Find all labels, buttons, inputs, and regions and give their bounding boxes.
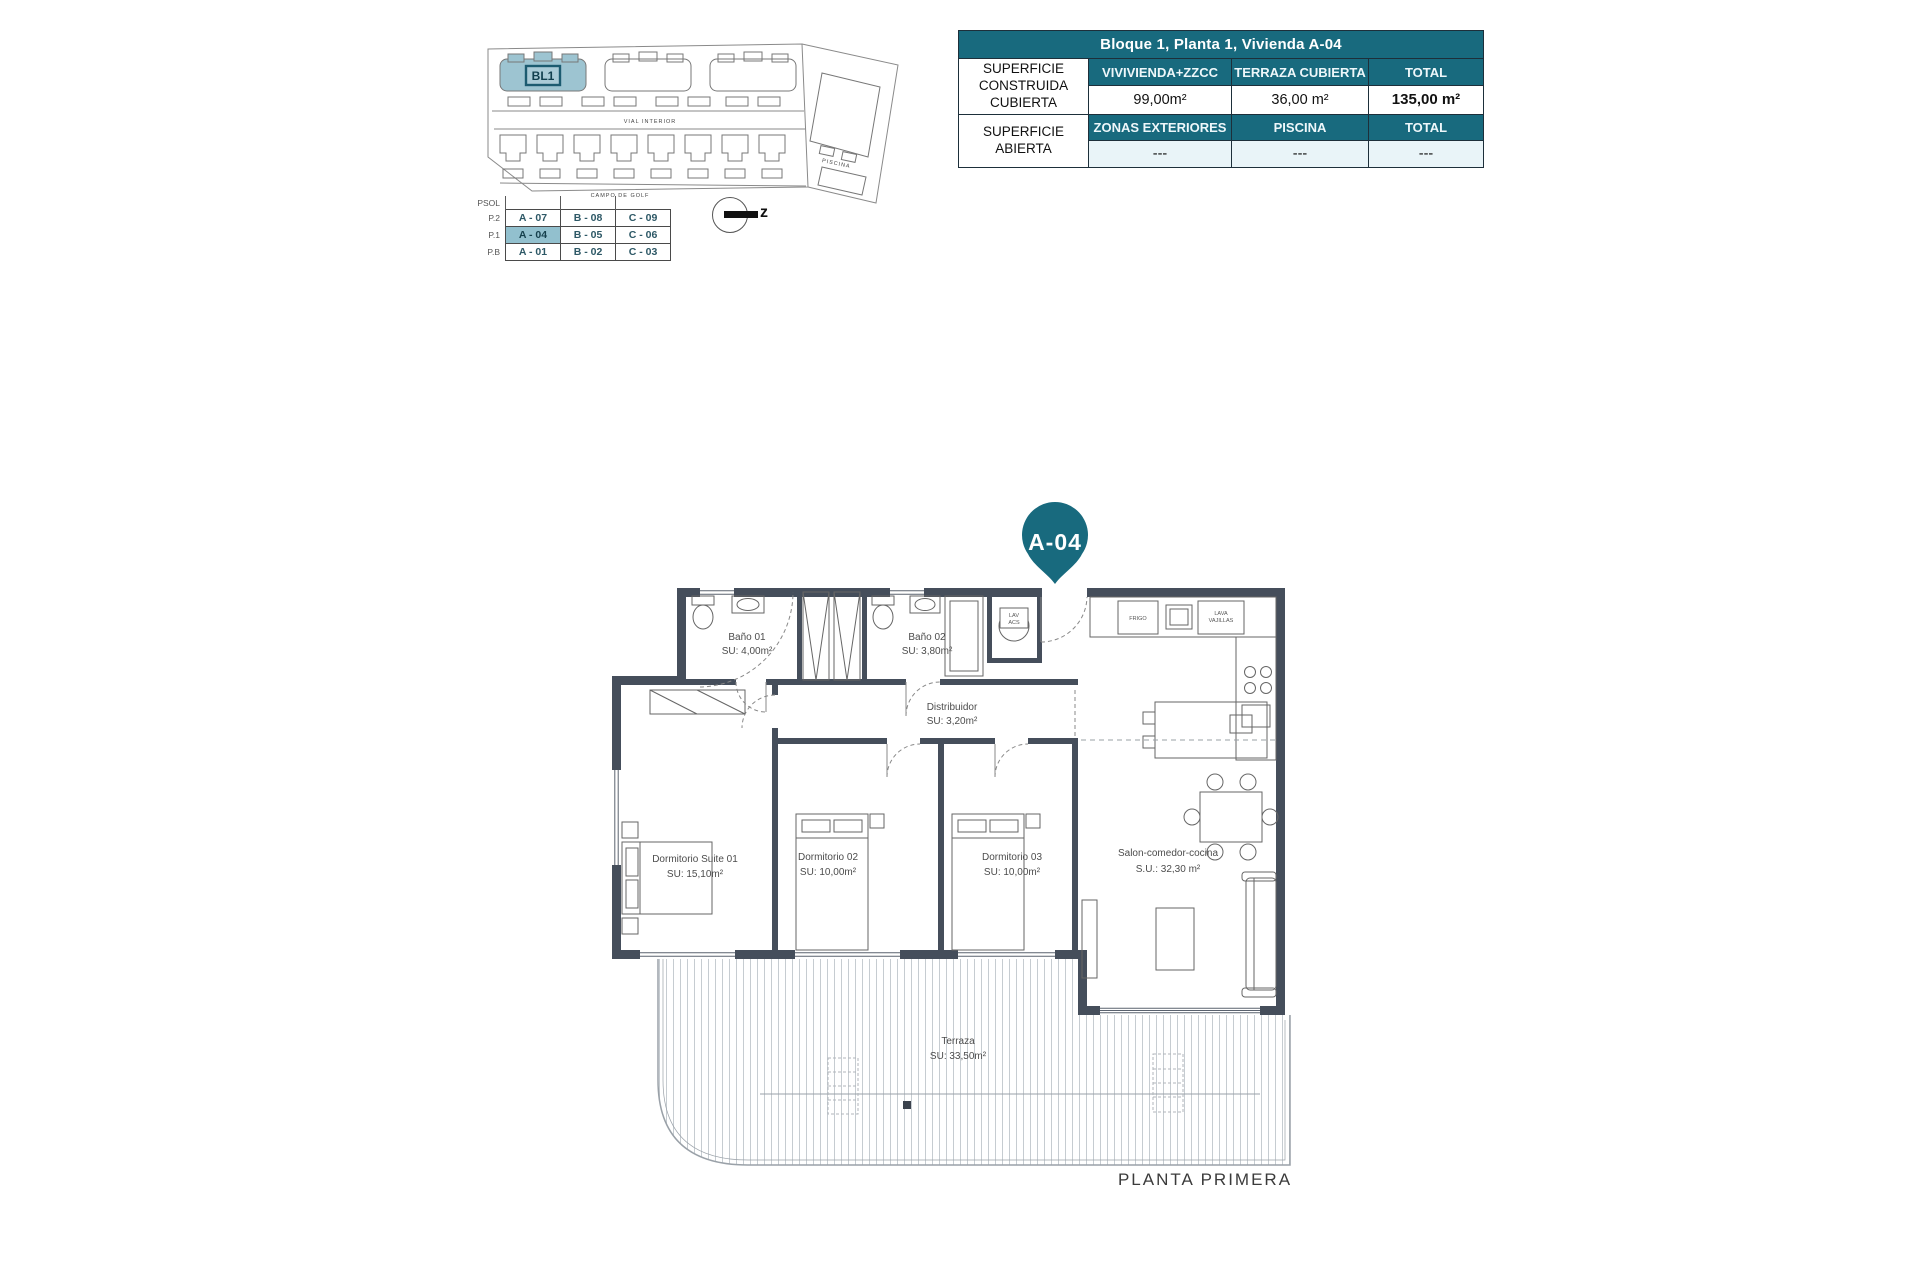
unit-cell-c03: C - 03 [616, 244, 671, 261]
window-suite-side [612, 770, 621, 865]
room-label-terraza-area: SU: 33,50m² [929, 1051, 987, 1062]
fridge-label: FRIGO [1129, 616, 1147, 622]
dishwasher-label-2: VAJILLAS [1208, 618, 1234, 624]
value-vivienda: 99,00m² [1089, 86, 1232, 114]
unit-row-pb [462, 244, 671, 261]
unit-row-p2 [462, 210, 671, 227]
room-label-dorm03-area: SU: 10,00m² [983, 867, 1041, 878]
bed-dorm02 [796, 814, 884, 950]
kitchen-island [1143, 702, 1267, 758]
unit-cell-b02: B - 02 [561, 244, 616, 261]
golf-label: CAMPO DE GOLF [590, 193, 650, 199]
column-tick [616, 196, 671, 210]
coffee-table [1156, 908, 1194, 970]
room-label-dorm02-name: Dormitorio 02 [797, 852, 859, 863]
room-label-terraza-name: Terraza [941, 1036, 975, 1047]
parking-strip [508, 97, 780, 106]
cooktop [1245, 667, 1272, 694]
pool-label: PISCINA [821, 158, 852, 170]
sofa [1242, 872, 1276, 997]
room-label-bano02-area: SU: 3,80m² [901, 646, 953, 657]
terrace-deck [658, 959, 1290, 1165]
apartment-blocks [500, 52, 796, 106]
villas-row [500, 135, 785, 178]
window-dorm03-terrace [958, 950, 1055, 959]
header-terraza-cubierta: TERRAZA CUBIERTA [1232, 59, 1369, 86]
unit-pin [1022, 502, 1088, 584]
toilet [692, 596, 714, 629]
water-heater-label-1: LAV [1009, 613, 1019, 619]
sink [910, 596, 940, 613]
sink [732, 596, 764, 613]
window-suite-terrace [640, 950, 735, 959]
north-arrow-icon [712, 197, 768, 233]
floor-plan [600, 480, 1340, 1180]
room-label-distribuidor-area: SU: 3,20m² [926, 716, 978, 727]
area-table-title: Bloque 1, Planta 1, Vivienda A-04 [959, 31, 1484, 59]
header-vivienda-zzcc: VIVIVIENDA+ZZCC [1089, 59, 1232, 86]
water-heater-label-2: ACS [1008, 620, 1020, 626]
header-piscina: PISCINA [1232, 114, 1369, 140]
room-label-bano02-name: Baño 02 [908, 632, 946, 643]
dishwasher-label-1: LAVA [1214, 611, 1228, 617]
room-label-dorm03-name: Dormitorio 03 [981, 852, 1043, 863]
value-total-2: --- [1369, 140, 1484, 167]
value-zonas-exteriores: --- [1089, 140, 1232, 167]
window-dorm02-terrace [795, 950, 900, 959]
room-label-salon-area: S.U.: 32,30 m² [1135, 864, 1201, 875]
block-1-label: BL1 [531, 69, 555, 83]
room-label-distribuidor-name: Distribuidor [926, 702, 978, 713]
room-label-suite-area: SU: 15,10m² [666, 869, 724, 880]
sliding-door-salon-terrace [1100, 1006, 1260, 1015]
room-label-suite-name: Dormitorio Suite 01 [652, 854, 738, 865]
column-tick [561, 196, 616, 210]
block-3 [710, 52, 796, 91]
block-2 [605, 52, 691, 91]
unit-cell-b08: B - 08 [561, 210, 616, 227]
oven [1242, 705, 1270, 727]
right-parcel-building [810, 73, 880, 195]
level-label: P.B [487, 247, 500, 257]
header-total-2: TOTAL [1369, 114, 1484, 140]
compass-arrow [724, 211, 758, 218]
site-plan [470, 35, 900, 215]
unit-cell-a01: A - 01 [506, 244, 561, 261]
toilet [872, 596, 894, 629]
wardrobe [803, 592, 860, 680]
terrace-post [903, 1101, 911, 1109]
shower [945, 596, 983, 676]
value-terraza: 36,00 m² [1232, 86, 1369, 114]
compass-letter: z [760, 204, 768, 221]
bed-dorm03 [952, 814, 1043, 950]
room-label-salon-name: Salon-comedor-cocina [1117, 848, 1219, 859]
appliance-labels [1008, 611, 1233, 626]
kitchen-counter [1090, 597, 1276, 760]
label-superficie-construida: SUPERFICIE CONSTRUIDA CUBIERTA [959, 59, 1089, 115]
unit-table-corner-label: PSOL [477, 197, 500, 208]
closet-suite [650, 690, 745, 714]
block-1-highlighted [500, 52, 586, 91]
plan-title: PLANTA PRIMERA [1117, 1170, 1293, 1189]
room-label-bano01-name: Baño 01 [728, 632, 766, 643]
unit-cell-b05: B - 05 [561, 227, 616, 244]
header-zonas-exteriores: ZONAS EXTERIORES [1089, 114, 1232, 140]
unit-cell-a04-highlighted: A - 04 [506, 227, 561, 244]
level-label: P.1 [488, 230, 500, 240]
level-label: P.2 [488, 213, 500, 223]
unit-matrix-table [462, 196, 671, 261]
unit-cell-c06: C - 06 [616, 227, 671, 244]
road-label: VIAL INTERIOR [623, 119, 677, 125]
unit-cell-c09: C - 09 [616, 210, 671, 227]
value-total-1: 135,00 m² [1369, 86, 1484, 114]
room-label-dorm02-area: SU: 10,00m² [799, 867, 857, 878]
unit-row-p1 [462, 227, 671, 244]
unit-cell-a07: A - 07 [506, 210, 561, 227]
room-label-bano01-area: SU: 4,00m² [721, 646, 773, 657]
header-total-1: TOTAL [1369, 59, 1484, 86]
column-tick [506, 196, 561, 210]
unit-pin-label: A-04 [1028, 529, 1082, 555]
value-piscina: --- [1232, 140, 1369, 167]
label-superficie-abierta: SUPERFICIE ABIERTA [959, 114, 1089, 167]
surface-area-table [958, 30, 1484, 168]
